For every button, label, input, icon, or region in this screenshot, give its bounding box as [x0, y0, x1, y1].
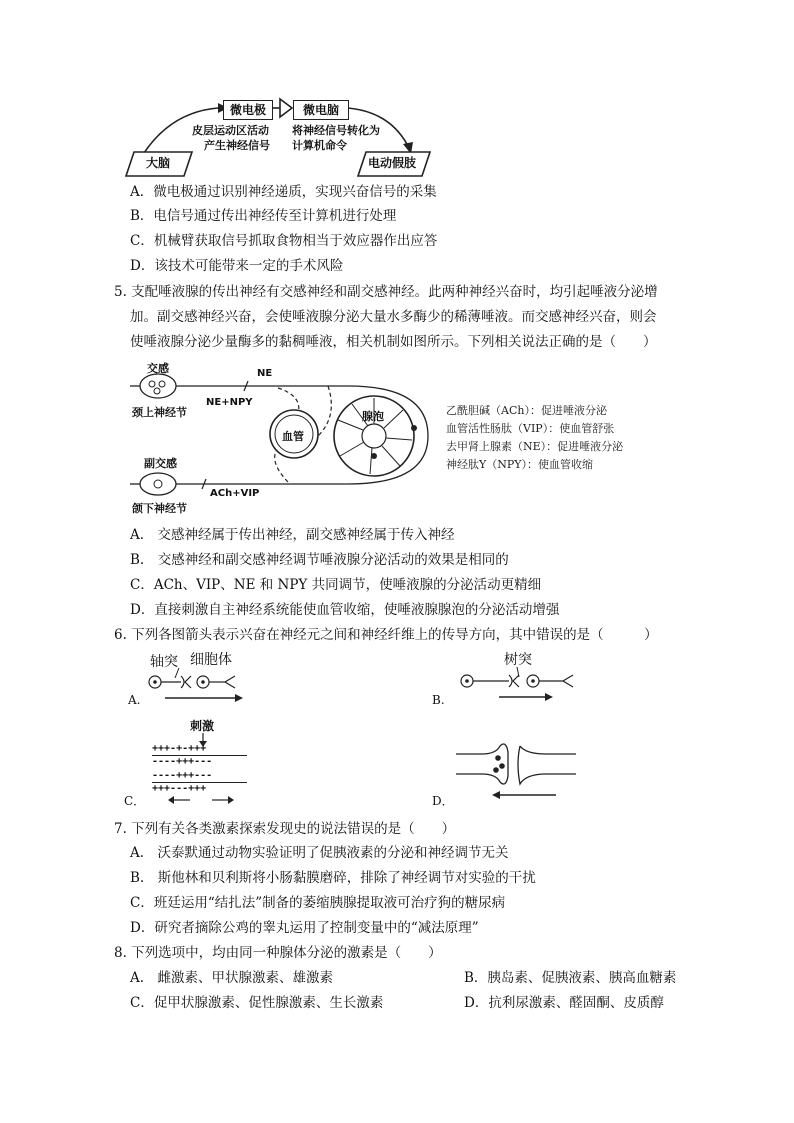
q6-d-synapse-diagram: [456, 740, 596, 802]
q6-a-diagram: [145, 668, 255, 704]
q6-c-row-4: +++---+++: [152, 783, 207, 794]
brain-label: 大脑: [146, 156, 171, 170]
q8-stem: 8. 下列选项中，均由同一种腺体分泌的激素是（ ）: [114, 945, 442, 961]
q6-b-dendrite-label: 树突: [504, 652, 532, 668]
q7-stem: 7. 下列有关各类激素探索发现史的说法错误的是（ ）: [114, 821, 456, 837]
convert-label-1: 将神经信号转化为: [292, 124, 380, 137]
q6-a-axon-label: 轴突: [150, 654, 178, 670]
q7-option-a: A. 沃泰默通过动物实验证明了促胰液素的分泌和神经调节无关: [130, 845, 509, 861]
ne-label: NE: [257, 368, 273, 379]
q6-c-arrows: [168, 795, 238, 805]
parasympathetic-label: 副交感: [144, 457, 177, 470]
q5-stem-line-3: 使唾液腺分泌少量酶多的黏稠唾液，相关机制如图所示。下列相关说法正确的是（ ）: [130, 334, 657, 350]
q5-option-d: D．直接刺激自主神经系统能使血管收缩，使唾液腺腺泡的分泌活动增强: [130, 602, 560, 618]
legend-ach: 乙酰胆碱（ACh）：促进唾液分泌: [446, 404, 607, 417]
cortex-label-1: 皮层运动区活动: [192, 124, 269, 137]
q6-c-row-2: ----+++---: [152, 756, 213, 767]
micro-electrode-box: 微电极: [223, 100, 273, 120]
q7-option-c: C．班廷运用“结扎法”制备的萎缩胰腺提取液可治疗狗的糖尿病: [130, 895, 506, 911]
q4-option-b: B．电信号通过传出神经传至计算机进行处理: [130, 208, 397, 224]
q6-letter-a: A.: [128, 693, 141, 707]
legend-ne: 去甲肾上腺素（NE）：促进唾液分泌: [446, 440, 624, 453]
sympathetic-label: 交感: [147, 362, 169, 375]
ne-npy-label: NE+NPY: [206, 397, 253, 408]
superior-cervical-ganglion-label: 颈上神经节: [132, 406, 187, 419]
legend-vip: 血管活性肠肽（VIP）：使血管舒张: [446, 422, 615, 435]
q6-c-row-1: +++-+-+++: [152, 743, 207, 754]
cortex-label-2: 产生神经信号: [204, 139, 270, 152]
q6-b-diagram: [457, 667, 587, 703]
q5-option-b: B. 交感神经和副交感神经调节唾液腺分泌活动的效果是相同的: [130, 552, 509, 568]
submandibular-ganglion-label: 颌下神经节: [132, 502, 187, 515]
q6-a-soma-label: 细胞体: [190, 652, 232, 668]
q5-stem-line-1: 5. 支配唾液腺的传出神经有交感神经和副交感神经。此两种神经兴奋时，均引起唾液分泌增: [114, 284, 658, 300]
q6-letter-b: B.: [432, 693, 445, 707]
acinus-label: 腺泡: [362, 410, 384, 423]
q8-option-d: D．抗利尿激素、醛固酮、皮质醇: [464, 995, 664, 1011]
q8-option-a: A. 雌激素、甲状腺激素、雄激素: [130, 970, 334, 986]
q6-c-fiber: [152, 744, 247, 794]
q6-letter-d: D．: [432, 794, 454, 808]
q5-option-a: A. 交感神经属于传出神经，副交感神经属于传入神经: [130, 527, 455, 543]
legend-npy: 神经肽Y（NPY）：使血管收缩: [446, 458, 594, 471]
q6-c-stimulus-label: 刺激: [190, 719, 215, 733]
q5-stem-line-2: 加。副交感神经兴奋，会使唾液腺分泌大量水多酶少的稀薄唾液。而交感神经兴奋，则会: [130, 309, 657, 325]
q6-stem: 6. 下列各图箭头表示兴奋在神经元之间和神经纤维上的传导方向，其中错误的是（ ）: [114, 627, 658, 643]
micro-computer-box: 微电脑: [293, 100, 349, 120]
q6-letter-c: C．: [124, 794, 146, 808]
q7-option-d: D．研究者摘除公鸡的睾丸运用了控制变量中的“减法原理”: [130, 920, 479, 936]
ach-vip-label: ACh+VIP: [210, 488, 260, 499]
q7-option-b: B. 斯他林和贝利斯将小肠黏膜磨碎，排除了神经调节对实验的干扰: [130, 870, 536, 886]
prosthesis-label: 电动假肢: [368, 156, 417, 170]
q4-option-a: A．微电极通过识别神经递质，实现兴奋信号的采集: [130, 184, 437, 200]
q8-option-c: C．促甲状腺激素、促性腺激素、生长激素: [130, 995, 384, 1011]
q5-option-c: C．ACh、VIP、NE 和 NPY 共同调节，使唾液腺的分泌活动更精细: [130, 577, 542, 593]
q4-option-c: C．机械臂获取信号抓取食物相当于效应器作出应答: [130, 233, 438, 249]
convert-label-2: 计算机命令: [292, 139, 347, 152]
q8-option-b: B．胰岛素、促胰液素、胰高血糖素: [464, 970, 677, 986]
q4-option-d: D．该技术可能带来一定的手术风险: [130, 258, 344, 274]
blood-vessel-label: 血管: [282, 430, 304, 443]
q6-c-row-3: ----+++---: [152, 770, 213, 781]
